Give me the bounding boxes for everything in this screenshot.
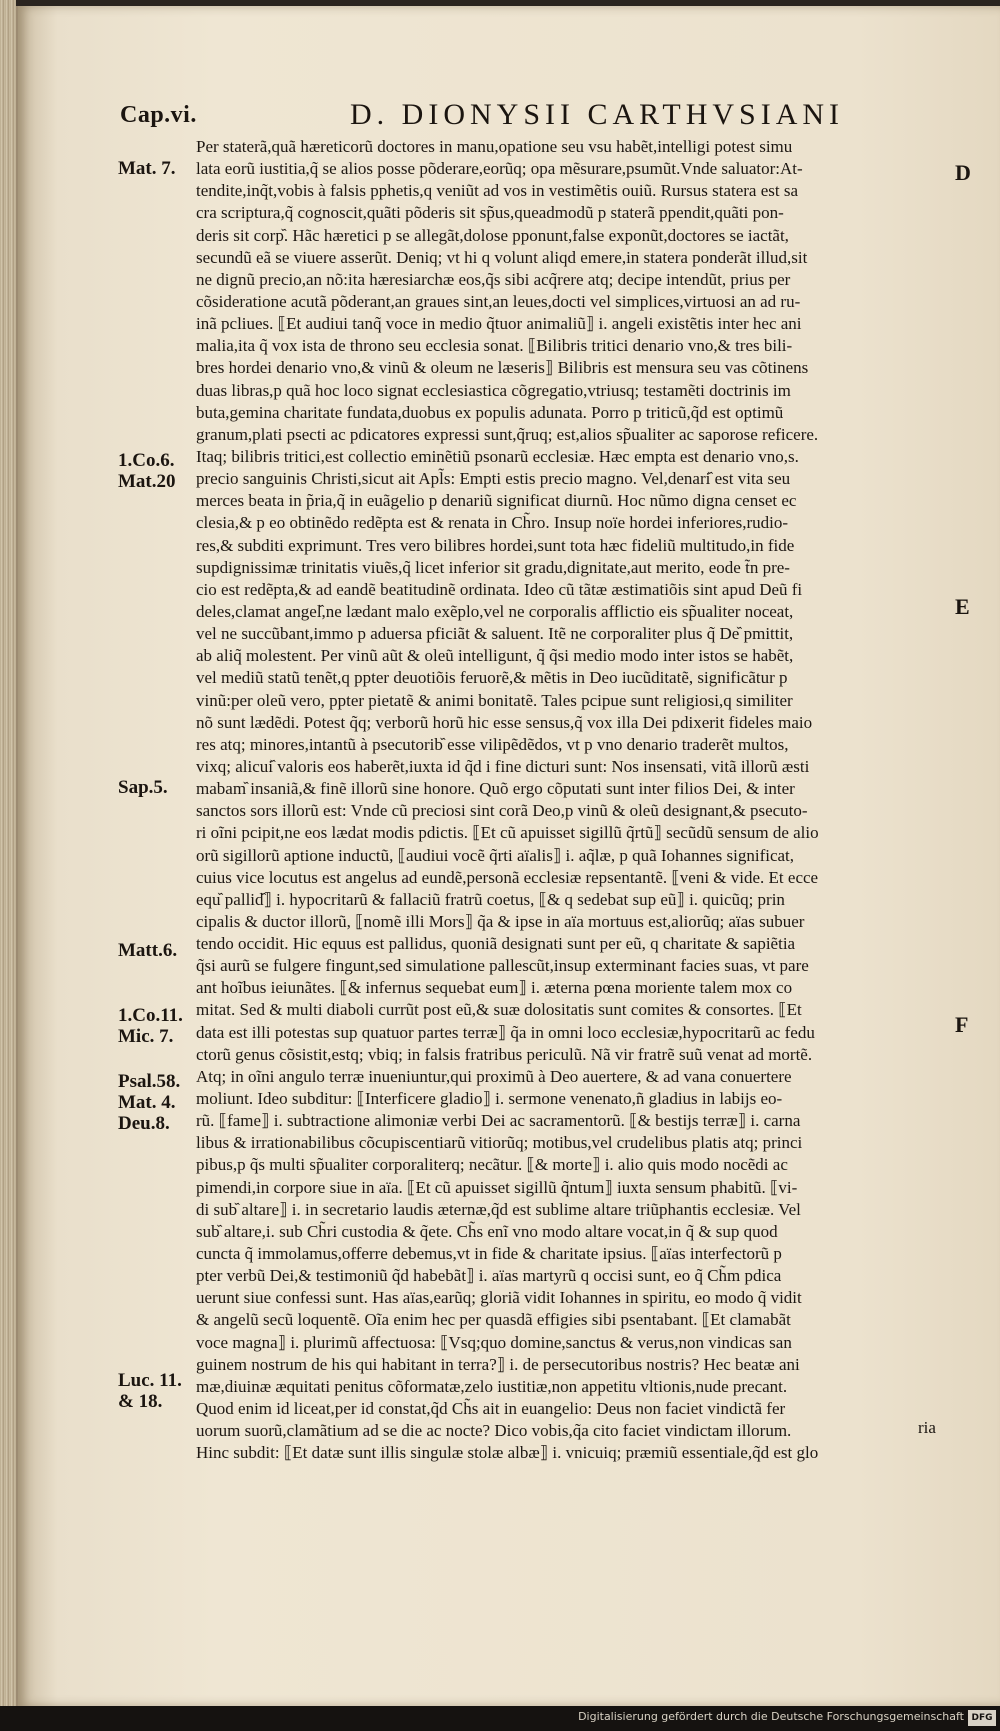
text-line: data est illi potestas sup quatuor partes terræ⟧ q̃a in omni loco ecclesiæ,hypocritarũ ac fedu (196, 1022, 815, 1042)
text-line: mæ,diuinæ æquitati penitus cõformatæ,zelo iustitiæ,non appetitu vltionis,nude precant. (196, 1376, 788, 1396)
main-text-block (196, 136, 946, 1464)
text-line: duas libras,p quã hoc loco signat ecclesiastica cõgregatio,vtriusq; testamẽti doctrinis im (196, 380, 791, 400)
funding-credit: Digitalisierung gefördert durch die Deutsche Forschungsgemeinschaft (578, 1710, 964, 1723)
text-line: sanctos sors illorũ est: Vnde cũ preciosi sint corã Deo,p vinũ & oleũ designant,& psecuto- (196, 801, 808, 821)
text-line: cuncta q̃ immolamus,offerre debemus,vt in fide & charitate ipsius. ⟦aïas interfectorũ p (196, 1244, 782, 1264)
text-line: nõ sunt lædẽdi. Potest q̃q; verborũ horũ hic esse sensus,q̃ vox illa Dei pdixerit fideles maio (196, 712, 813, 732)
text-line: tendo occidit. Hic equus est pallidus, quoniã designati sunt per eũ, q charitate & sapiẽtia (196, 934, 796, 954)
text-line: moliunt. Ideo subditur: ⟦Interficere gladio⟧ i. sermone venenato,ñ gladius in labijs eo- (196, 1089, 783, 1109)
text-line: cipalis & ductor illorũ, ⟦nomẽ illi Mors⟧ q̃a & ipse in aïa mortuus est,aliorũq; aïas subuer (196, 911, 805, 931)
text-line: deles,clamat angel᷈,ne lædant malo exẽplo,vel ne corporalis afflictio eis sp̃ualiter noceat, (196, 601, 794, 621)
text-line: vinũ:per oleũ vero, ppter pietatẽ & animi bonitatẽ. Tales pcipue sunt religiosi,q similiter (196, 690, 793, 710)
text-line: ab aliq̃ molestent. Per vinũ aũt & oleũ intelligunt, q̃ q̃si medio modo inter istos se habẽt, (196, 646, 794, 666)
dfg-logo: DFG (968, 1710, 996, 1726)
text-line: vixq; alicui᷈ valoris eos haberẽt,iuxta id q̃d i fine dicturi sunt: Nos insensati, vitã illorũ æsti (196, 756, 810, 776)
text-line: pibus,p q̃s multi sp̃ualiter corporaliterq; necãtur. ⟦& morte⟧ i. alio quis modo nocẽdi ac (196, 1155, 788, 1175)
text-line: orũ sigillorũ aptione inductũ, ⟦audiui vocẽ q̃rti aïalis⟧ i. aq̃læ, p quã Iohannes significat, (196, 845, 795, 865)
text-line: precio sanguinis Christi,sicut ait Apl̃s: Empti estis precio magno. Vel,denari᷈ est vita seu (196, 469, 791, 489)
text-line: uorum suorũ,clamãtium ad se die ac nocte? Dico vobis,q̃a cito faciet vindictam illorum. (196, 1421, 792, 1441)
text-line: pter verbũ Dei,& testimoniũ q̃d habebãt⟧ i. aïas martyrũ q occisi sunt, eo q̃ Ch̃m pdica (196, 1266, 782, 1286)
text-line: cio est redẽpta,& ad eandẽ beatitudinẽ ordinata. Ideo cũ tãtæ æstimatiõis sint apud Deũ fi (196, 579, 803, 599)
margin-ref: Luc. 11. & 18. (118, 1370, 182, 1412)
text-line: supdignissimæ trinitatis viuẽs,q̃ licet inferior sit gradu,dignitate,aut merito, eode t̃n pre- (196, 557, 790, 577)
text-line: malia,ita q̃ vox ista de throno seu ecclesia sonat. ⟦Bilibris tritici denario vno,& tres bili- (196, 336, 793, 356)
text-line: Per staterã,quã hæreticorũ doctores in manu,opatione seu vsu habẽt,intelligi potest simu (196, 137, 793, 156)
margin-ref: 1.Co.11. Mic. 7. (118, 1005, 183, 1047)
text-line: vel ne succũbant,immo p aduersa pficiãt & saluent. Itẽ ne corporaliter plus q̃ De᷈ pmittit, (196, 624, 794, 644)
text-line: equ᷈ pallid᷈⟧ i. hypocritarũ & fallaciũ fratrũ coetus, ⟦& q sedebat sup eũ⟧ i. quicũq; prin (196, 889, 785, 909)
text-line: deris sit corp᷈. Hãc hæretici p se allegãt,dolose pponunt,false exponũt,doctores se iactãt, (196, 225, 789, 245)
text-line: mabam᷈ insaniã,& finẽ illorũ sine honore. Quõ ergo cõputati sunt inter filios Dei, & inter (196, 779, 795, 799)
page-edges (0, 0, 16, 1706)
text-line: mitat. Sed & multi diaboli currũt post eũ,& suæ dolositatis sunt comites & consortes. ⟦Et (196, 1000, 802, 1020)
text-line: uerunt siue confessi sunt. Has aïas,earũq; gloriã vidit Iohannes in spiritu, eo modo q̃ vidit (196, 1288, 802, 1308)
text-line: sub᷈ altare,i. sub Ch̃ri custodia & q̃ete. Ch̃s enĩ vno modo altare vocat,in q̃ & sup quod (196, 1221, 778, 1241)
text-line: cõsideratione acutã põderant,an graues sint,an leues,docti vel simplices,virtuosi an ad ru- (196, 291, 801, 311)
text-line: & angelũ secũ loquentẽ. Oĩa enim hec per quasdã effigies sibi psentabant. ⟦Et clamabãt (196, 1310, 791, 1330)
catchword: ria (918, 1418, 936, 1437)
text-line: secundũ eã se viuere asserũt. Deniq; vt hi q volunt aliqd emere,in statera ponderãt illud,sit (196, 247, 808, 267)
text-line: granum,plati psecti ac pdicatores expressi sunt,q̃ruq; est,alios sp̃ualiter ac saporose reficere. (196, 424, 819, 444)
text-line: Atq; in oĩni angulo terræ inueniuntur,qui proximũ à Deo auertere, & ad vana conuertere (196, 1066, 792, 1086)
text-line: merces beata in p̃ria,q̃ in euãgelio p denariũ significat diurnũ. Hoc nũmo digna censet ec (196, 491, 797, 511)
section-mark: D (955, 160, 971, 185)
text-line: di sub᷈ altare⟧ i. in secretario laudis æternæ,q̃d est sublime altare triũphantis ecclesiæ. Vel (196, 1199, 801, 1219)
text-line: lata eorũ iustitia,q̃ se alios posse põderare,eorũq; opa mẽsurare,psumũt.Vnde saluator:At- (196, 159, 803, 179)
text-line: tendite,inq̃t,vobis à falsis pphetis,q veniũt ad vos in vestimẽtis ouiũ. Rursus statera est sa (196, 181, 799, 201)
margin-ref: Matt.6. (118, 940, 178, 961)
text-line: ant hoĩbus ieiunãtes. ⟦& infernus sequebat eum⟧ i. æterna pœna moriente talem mox co (196, 978, 793, 998)
text-line: bres hordei denario vno,& vinũ & oleum ne læseris⟧ Bilibris est mensura seu vas cõtinens (196, 358, 809, 378)
text-line: clesia,& p eo obtinẽdo redẽpta est & renata in Ch̃ro. Insup noïe hordei inferiores,rudio- (196, 513, 788, 533)
text-line: res,& subditi exprimunt. Tres vero bilibres hordei,sunt tota hæc fideliũ multitudo,in fide (196, 535, 795, 555)
margin-ref: Mat. 7. (118, 158, 176, 179)
digitization-footer (0, 1706, 1000, 1731)
text-line: cuius vice locutus est angelus ad eundẽ,personã ecclesiæ repsentantẽ. ⟦veni & vide. Et ecce (196, 867, 819, 887)
margin-ref: Sap.5. (118, 777, 168, 798)
margin-ref: Psal.58. Mat. 4. Deu.8. (118, 1071, 181, 1134)
text-line: guinem nostrum de his qui habitant in terra?⟧ i. de persecutoribus nostris? Hec beatæ ani (196, 1354, 800, 1374)
text-line: res atq; minores,intantũ à psecutorib᷈ esse vilipẽdẽdos, vt p vno denario traderẽt multos, (196, 734, 789, 754)
page-title: D. DIONYSII CARTHVSIANI (350, 98, 845, 131)
text-line: pimendi,in corpore siue in aïa. ⟦Et cũ apuisset sigillũ q̃ntum⟧ iuxta sensum phabitũ. ⟦vi- (196, 1177, 798, 1197)
text-line: Itaq; bilibris tritici,est collectio eminẽtiũ psonarũ ecclesiæ. Hæc empta est denario vno,s. (196, 446, 799, 466)
text-line: q̃si aurũ se fulgere fingunt,sed simulatione pallescũt,insup exterminant facies suas, vt pare (196, 956, 809, 976)
section-mark: F (955, 1012, 969, 1037)
text-line: ctorũ genus cõsistit,estq; vbiq; in falsis fratribus periculũ. Nã vir fratrẽ suũ venat ad mortẽ. (196, 1044, 813, 1064)
text-line: ne dignũ precio,an nõ:ita hæresiarchæ eos,q̃s sibi acq̃rere atq; decipe intendũt, prius per (196, 269, 791, 289)
margin-ref: 1.Co.6. Mat.20 (118, 450, 176, 492)
running-head (120, 98, 970, 134)
text-line: inã pcliues. ⟦Et audiui tanq̃ voce in medio q̃tuor animaliũ⟧ i. angeli existẽtis inter hec ani (196, 314, 802, 334)
chapter-label: Cap.vi. (120, 102, 197, 128)
text-line: vel mediũ statũ tenẽt,q ppter deuotiõis feruorẽ,& mẽtis in Deo iucũditatẽ, significãtur p (196, 668, 788, 688)
text-line: ri oĩni pcipit,ne eos lædat modis pdictis. ⟦Et cũ apuisset sigillũ q̃rtũ⟧ secũdũ sensum de alio (196, 823, 819, 843)
text-line: Hinc subdit: ⟦Et datæ sunt illis singulæ stolæ albæ⟧ i. vnicuiq; præmiũ essentiale,q̃d est glo (196, 1443, 819, 1463)
text-line: buta,gemina charitate fundata,duobus ex populis adunata. Porro p triticũ,q̃d est optimũ (196, 402, 784, 422)
text-line: rũ. ⟦fame⟧ i. subtractione alimoniæ verbi Dei ac sacramentorũ. ⟦& bestijs terræ⟧ i. carna (196, 1111, 801, 1131)
text-line: Quod enim id liceat,per id constat,q̃d Ch̃s ait in euangelio: Deus non faciet vindictã fer (196, 1399, 786, 1419)
text-line: voce magna⟧ i. plurimũ affectuosa: ⟦Vsq;quo domine,sanctus & verus,non vindicas san (196, 1332, 792, 1352)
text-line: cra scriptura,q̃ cognoscit,quãti põderis sit sp̃us,queadmodũ p staterã ppendit,quãti pon- (196, 203, 784, 223)
text-line: libus & irrationabilibus cõcupiscentiarũ vitiorũq; motibus,vel crudelibus platis atq; princi (196, 1133, 803, 1153)
section-mark: E (955, 594, 970, 619)
